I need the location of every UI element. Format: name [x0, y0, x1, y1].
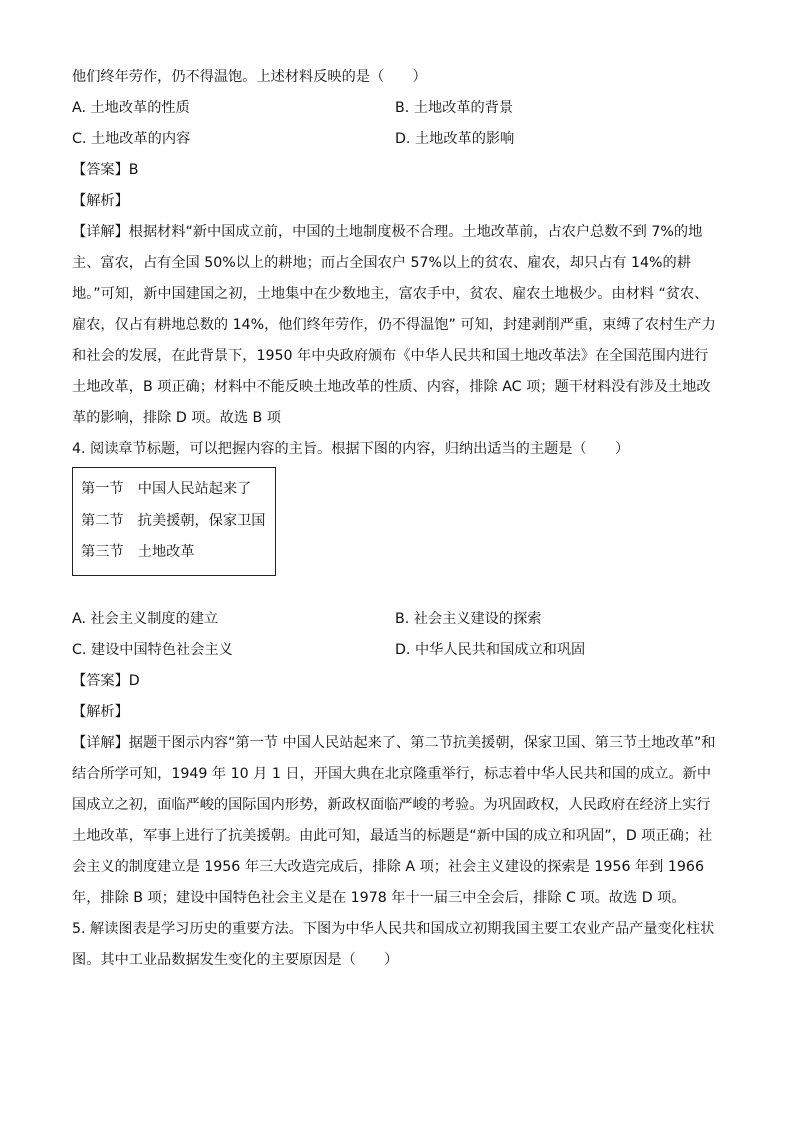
- q4-option-c: C. 建设中国特色社会主义: [72, 641, 233, 658]
- q4-detail-text: 据题干图示内容“第一节 中国人民站起来了、第二节抗美援朝，保家卫国、第三节土地改革”和结合所学可知，1949 年 10 月 1 日，开国大典在北京隆重举行，标志着中华人民共和国的成立。新中国成立之初，面临严峻的国际国内形势，新政权面临严峻的考验。为巩固政权，人民政府在经济上实行土地改革，军事上进行了抗美援朝。由此可知，最适当的标题是“新中国的成立和巩固”，D 项正确；社会主义的制度建立是 1956 年三大改造完成后，排除 A 项；社会主义建设的探索是 1956 年到 1966 年，排除 B 项；建设中国特色社会主义是在 1978 年十一届三中全会后，排除 C 项。故选 D 项。: [72, 734, 716, 906]
- chapter-titles-box: [72, 467, 276, 576]
- q4-answer-value: D: [128, 672, 140, 689]
- q3-detail-text: 根据材料“新中国成立前，中国的土地制度极不合理。土地改革前，占农户总数不到 7%的地主、富农，占有全国 50%以上的耕地；而占全国农户 57%以上的贫农、雇农，却只占有 14%的耕地。”可知，新中国建国之初，土地集中在少数地主，富农手中，贫农、雇农土地极少。由材料 “贫农、雇农，仅占有耕地总数的 14%，他们终年劳作，仍不得温饱” 可知，封建剥削严重，束缚了农村生产力和社会的发展，在此背景下，1950 年中央政府颁布《中华人民共和国土地改革法》在全国范围内进行土地改革，B 项正确；材料中不能反映土地改革的性质、内容，排除 AC 项；题干材料没有涉及土地改革的影响，排除 D 项。故选 B 项: [72, 224, 716, 426]
- q4-answer-tag: 【答案】: [72, 672, 129, 689]
- q3-options-row-2: [72, 124, 722, 155]
- q4-stem: 4. 阅读章节标题，可以把握内容的主旨。根据下图的内容，归纳出适当的主题是（ ）: [72, 441, 630, 457]
- q4-detail: [72, 728, 722, 914]
- chapter-title-1: 第一节 中国人民站起来了: [81, 481, 252, 497]
- q3-option-a: A. 土地改革的性质: [72, 100, 190, 116]
- q4-options-row-1: [72, 604, 722, 635]
- q3-option-b: B. 土地改革的背景: [395, 100, 514, 116]
- q3-option-c: C. 土地改革的内容: [72, 131, 191, 147]
- q3-option-d: D. 土地改革的影响: [395, 131, 515, 147]
- q5-stem: 5. 解读图表是学习历史的重要方法。下图为中华人民共和国成立初期我国主要工农业产品产量变化柱状图。其中工业品数据发生变化的主要原因是（ ）: [72, 920, 715, 968]
- q4-options-row-2: [72, 635, 722, 666]
- q4-detail-tag: 【详解】: [72, 734, 129, 751]
- q4-option-b: B. 社会主义建设的探索: [395, 610, 542, 627]
- q3-detail-tag: 【详解】: [72, 224, 129, 240]
- q3-stem-tail: 他们终年劳作，仍不得温饱。上述材料反映的是（ ）: [72, 69, 427, 85]
- q3-analysis-tag: 【解析】: [72, 193, 129, 209]
- chapter-title-3: 第三节 土地改革: [81, 544, 195, 560]
- exam-page: [72, 62, 722, 976]
- q4-option-d: D. 中华人民共和国成立和巩固: [395, 641, 586, 658]
- q3-answer-value: B: [128, 162, 139, 178]
- q3-answer: [72, 155, 722, 186]
- q4-analysis-tag: 【解析】: [72, 703, 129, 720]
- q3-answer-tag: 【答案】: [72, 162, 129, 178]
- q4-option-a: A. 社会主义制度的建立: [72, 610, 219, 627]
- chapter-title-2: 第二节 抗美援朝，保家卫国: [81, 512, 266, 529]
- q4-answer: [72, 666, 722, 697]
- q3-options-row-1: [72, 93, 722, 124]
- q3-detail: [72, 217, 722, 434]
